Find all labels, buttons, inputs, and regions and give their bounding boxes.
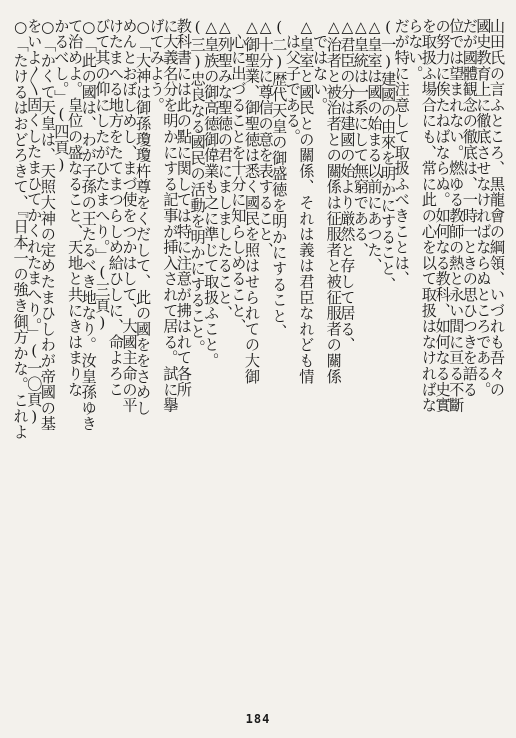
text-column: (一)建國の由來を明かにすること、 [379,18,398,293]
text-column: に大義名分を明かにする記事が挿入されて居る。試に擧 [161,18,180,413]
text-column: △皇族の御高徳御偉業も之に準じて取扱ふこと。 [202,18,221,369]
text-column: らない。 [406,18,425,82]
text-column: めんとおぼしめし、まづ使をつかはして、大國主命の平 [120,18,139,413]
text-column: △列聖みな聖徳の君にましましたること、 [215,18,234,321]
text-column: て治めよ。皇位の盛なること、天地と共にきはまりな [66,18,85,398]
text-column: びて其の仰にしたがひたまへり。」(三頁) [93,18,112,332]
text-column: だが國體観念の徹底は、一時一ときの思ひつきを語る [460,18,479,398]
text-column: を取扱ふ場合にも、常に此の心を以て取扱はなければな [419,18,438,413]
text-column: の努力に俟たねばならぬ。如何なる教科、如何なる史實 [433,18,452,413]
text-column: だが特に注意して取扱ふべきことは、 [392,18,411,287]
text-column: (二)歴代天皇の御盛徳を明かにすること、 [270,18,289,340]
text-column: ○「此の國は、わが子孫の王たるべき地なり。汝皇孫ゆき [79,18,98,432]
text-column: △十分に尊信の意を表すること、 [256,18,275,258]
text-column: △皇統は一系にして無窮である、 [351,18,370,258]
text-column: △君臣の分は建國の始より厳然と存して居る、 [338,18,357,353]
text-column: ○「大神は御孫瓊瓊杵尊をくだして、此の國ををさめし [134,18,153,416]
text-column: 教科書には此の點に関しては特に注意が拂はれて各所 [174,18,193,398]
text-column: かるべし。」(四頁) [52,18,71,174]
text-column: けたまへる地方をたてまつらしめ給ひしに、命よろこ [106,18,125,398]
text-column: げてみよう。 [147,18,166,113]
vertical-text-body [11,18,506,708]
text-column: 位では望まれない。燃ゆる教師の熱と永い間に亘る不斷 [447,18,466,413]
text-column: △治者と被治者との關係は征服者と被征服者の關係 [324,18,343,385]
text-column: △御聖業、御聖徳は悉く國民を照はせられての大御 [243,18,261,385]
text-column: ではない。 [311,18,330,113]
text-column: をいよ〳〵固くしたまひてかくれたまへり。」(一〇頁) [25,18,44,427]
text-column: 山田氏の言ふところ、黒龍會の綱領、いづれも吾々の [488,18,506,398]
text-column: 國史教育上に徹底させなければならぬところである。 [474,18,493,398]
text-column: △皇室と國民との關係、それは義は君臣なれども情 [297,18,316,385]
text-column: ○「かくて天皇は、天照大神の定めたまひしわが帝國の基 [38,18,57,432]
text-column: ○「たけるはおどろきて、『日本一の強き御方かな。これよ [11,18,30,440]
text-column: △皇室は國の始まる以前にあつた、 [365,18,384,274]
text-column: 心に出づることを十分に知らしめること、 [229,18,248,334]
text-column: (三)忠良なる國民の活動を明かにすること。 [188,18,207,356]
text-column: は父子である。 [283,18,302,145]
page-number: 184 [245,712,271,726]
